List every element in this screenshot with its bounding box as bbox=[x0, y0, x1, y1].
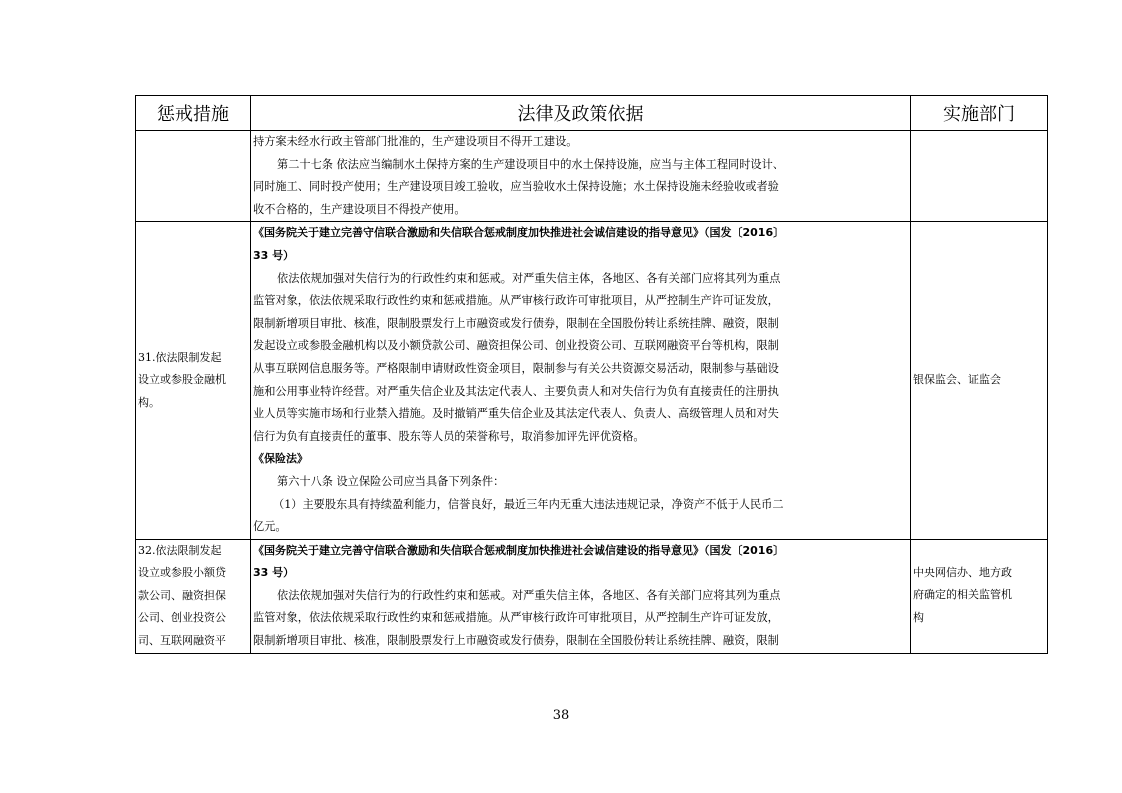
department-cell bbox=[911, 539, 1048, 653]
department-line: 府确定的相关监管机 bbox=[913, 588, 1012, 602]
department-line: 中央网信办、地方政 bbox=[913, 565, 1012, 579]
table-row bbox=[136, 131, 1048, 222]
table-row bbox=[136, 539, 1048, 653]
basis-line: 限制新增项目审批、核准，限制股票发行上市融资或发行债券，限制在全国股份转让系统挂牌、融资，限制 bbox=[253, 316, 779, 330]
basis-cell bbox=[251, 222, 911, 539]
basis-line: 限制新增项目审批、核准，限制股票发行上市融资或发行债券，限制在全国股份转让系统挂牌、融资，限制 bbox=[253, 634, 779, 648]
table-header-row bbox=[136, 96, 1048, 131]
basis-cell bbox=[251, 131, 911, 222]
measure-cell bbox=[136, 222, 251, 539]
measure-line: 设立或参股金融机 bbox=[138, 373, 226, 387]
page-number: 38 bbox=[552, 708, 570, 723]
basis-line: 业人员等实施市场和行业禁入措施。及时撤销严重失信企业及其法定代表人、负责人、高级管理人员和对失 bbox=[253, 407, 779, 421]
measure-line: 构。 bbox=[138, 395, 160, 409]
basis-line: 第六十八条 设立保险公司应当具备下列条件： bbox=[277, 474, 505, 488]
basis-line-title: 《保险法》 bbox=[253, 452, 308, 466]
table-row bbox=[136, 222, 1048, 539]
measure-line: 31.依法限制发起 bbox=[138, 350, 222, 364]
basis-line: 同时施工、同时投产使用；生产建设项目竣工验收，应当验收水土保持设施；水土保持设施未经验收或者验 bbox=[253, 180, 779, 194]
measure-line: 公司、创业投资公 bbox=[138, 611, 226, 625]
basis-line-title: 《国务院关于建立完善守信联合激励和失信联合惩戒制度加快推进社会诚信建设的指导意见》（国发〔2016〕 bbox=[253, 543, 785, 557]
department-line: 构 bbox=[913, 610, 924, 624]
basis-line: 信行为负有直接责任的董事、股东等人员的荣誉称号，取消参加评先评优资格。 bbox=[253, 429, 645, 443]
measure-line: 32.依法限制发起 bbox=[138, 543, 222, 557]
department-cell bbox=[911, 131, 1048, 222]
basis-line-title: 33 号） bbox=[253, 248, 295, 262]
basis-line: 依法依规加强对失信行为的行政性约束和惩戒。对严重失信主体，各地区、各有关部门应将其列为重点 bbox=[277, 588, 781, 602]
basis-line: 发起设立或参股金融机构以及小额贷款公司、融资担保公司、创业投资公司、互联网融资平台等机构，限制 bbox=[253, 339, 779, 353]
measure-line: 设立或参股小额贷 bbox=[138, 566, 226, 580]
measure-cell bbox=[136, 539, 251, 653]
measure-line: 司、互联网融资平 bbox=[138, 634, 226, 648]
basis-line: 第二十七条 依法应当编制水土保持方案的生产建设项目中的水土保持设施，应当与主体工程同时设计、 bbox=[277, 157, 784, 171]
basis-line-title: 《国务院关于建立完善守信联合激励和失信联合惩戒制度加快推进社会诚信建设的指导意见》（国发〔2016〕 bbox=[253, 226, 785, 240]
measure-line: 款公司、融资担保 bbox=[138, 588, 226, 602]
basis-cell bbox=[251, 539, 911, 653]
basis-line: 监管对象，依法依规采取行政性约束和惩戒措施。从严审核行政许可审批项目，从严控制生产许可证发放， bbox=[253, 294, 779, 308]
basis-line: （1）主要股东具有持续盈利能力，信誉良好，最近三年内无重大违法违规记录，净资产不低于人民币二 bbox=[273, 497, 784, 511]
basis-line: 从事互联网信息服务等。严格限制申请财政性资金项目，限制参与有关公共资源交易活动，限制参与基础设 bbox=[253, 361, 779, 375]
basis-line: 亿元。 bbox=[253, 520, 287, 534]
measure-cell bbox=[136, 131, 251, 222]
header-department: 实施部门 bbox=[911, 96, 1048, 131]
header-basis: 法律及政策依据 bbox=[251, 96, 911, 131]
basis-line: 监管对象，依法依规采取行政性约束和惩戒措施。从严审核行政许可审批项目，从严控制生产许可证发放， bbox=[253, 611, 779, 625]
measures-table bbox=[135, 95, 1048, 654]
basis-line: 持方案未经水行政主管部门批准的，生产建设项目不得开工建设。 bbox=[253, 135, 578, 148]
department-cell bbox=[911, 222, 1048, 539]
basis-line: 收不合格的，生产建设项目不得投产使用。 bbox=[253, 202, 466, 216]
header-measure: 惩戒措施 bbox=[136, 96, 251, 131]
basis-line-title: 33 号） bbox=[253, 566, 295, 580]
basis-line: 施和公用事业特许经营。对严重失信企业及其法定代表人、主要负责人和对失信行为负有直接责任的注册执 bbox=[253, 384, 779, 398]
department-line: 银保监会、证监会 bbox=[913, 373, 1001, 387]
basis-line: 依法依规加强对失信行为的行政性约束和惩戒。对严重失信主体，各地区、各有关部门应将其列为重点 bbox=[277, 271, 781, 285]
